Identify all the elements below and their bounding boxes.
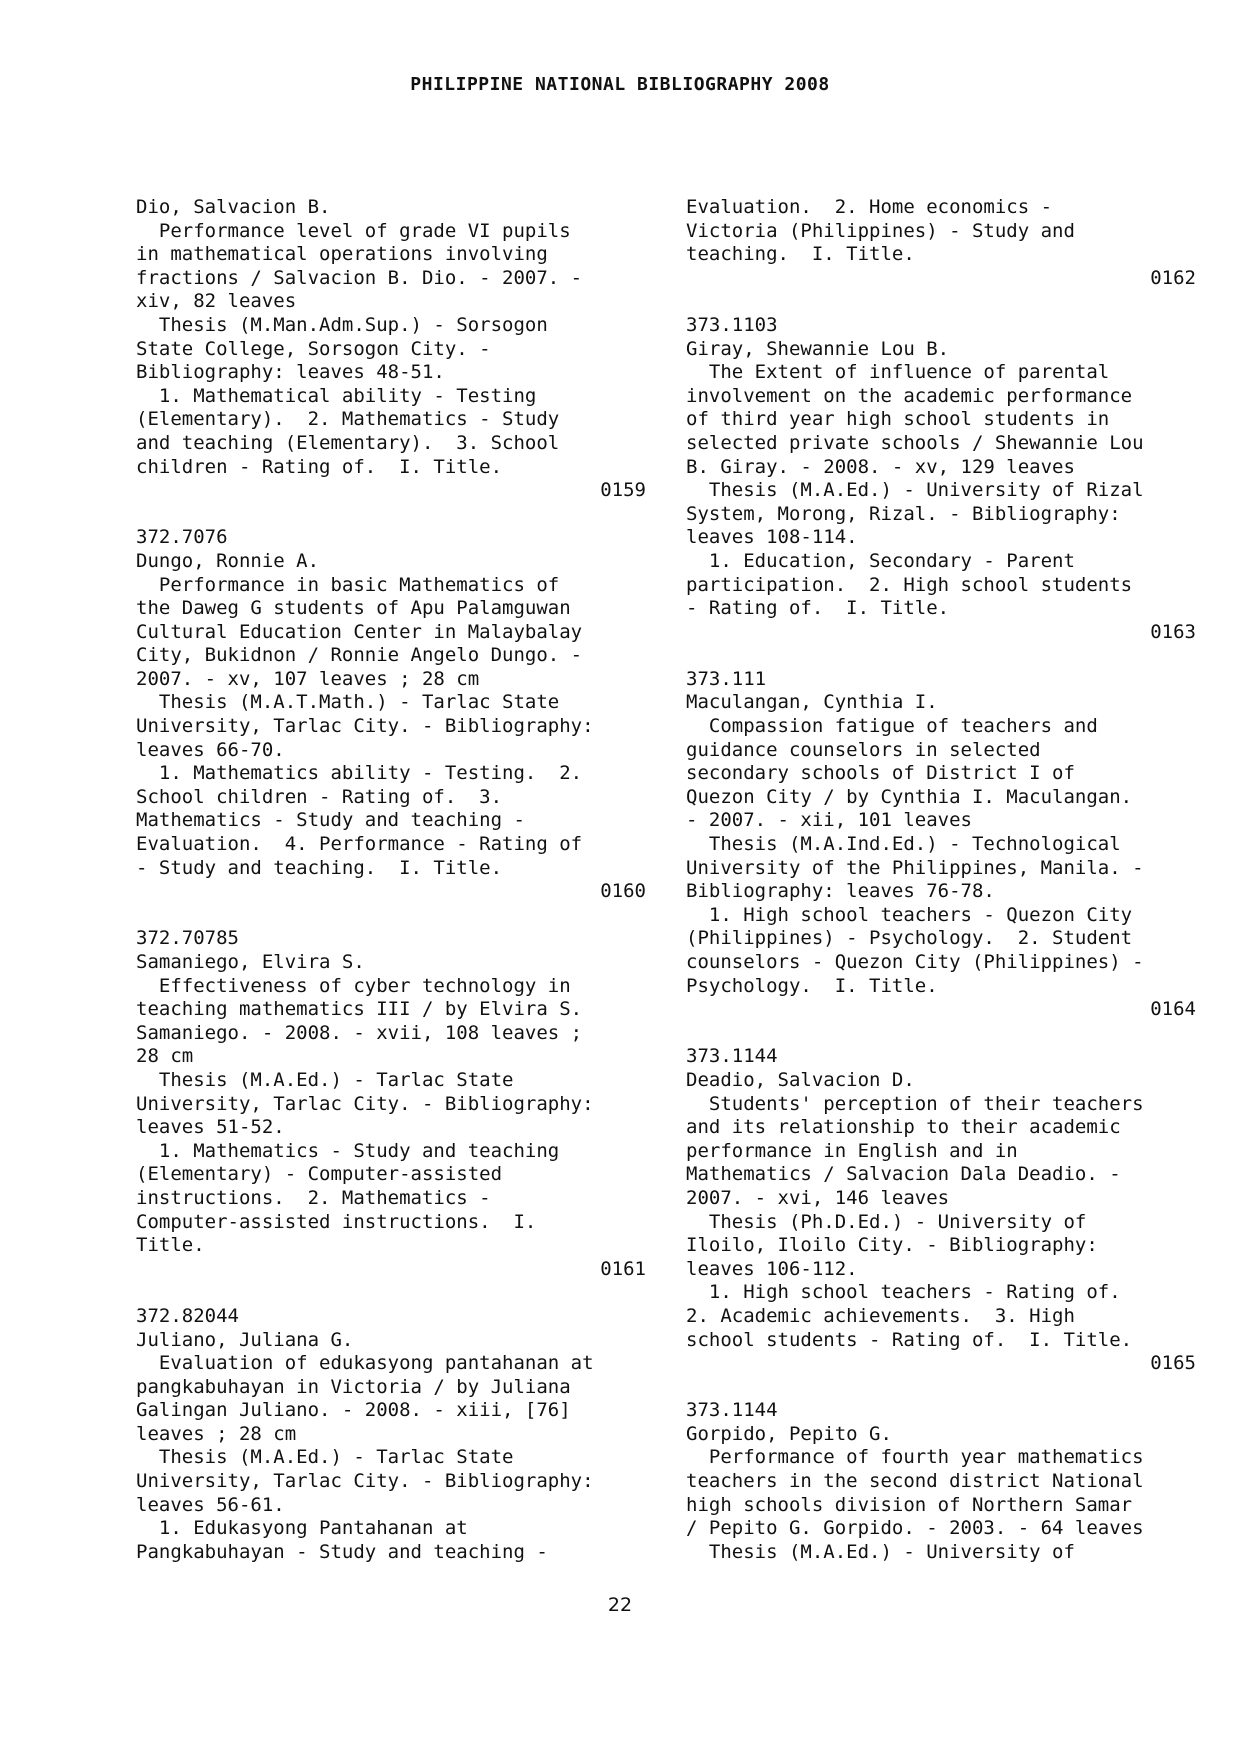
entry-line: selected private schools / Shewannie Lou (686, 431, 1144, 454)
entry-line: 2007. - xv, 107 leaves ; 28 cm (136, 667, 480, 690)
entry-line: Mathematics - Study and teaching - (136, 809, 525, 832)
entry-line: leaves 66-70. (136, 738, 285, 761)
entry-line: University, Tarlac City. - Bibliography: (136, 715, 594, 738)
entry-line: Evaluation of edukasyong pantahanan at (136, 1352, 594, 1375)
entry-line: leaves 56-61. (136, 1493, 285, 1516)
entry-line: 2. Academic achievements. 3. High (686, 1304, 1075, 1327)
bibliography-entry (136, 927, 646, 1281)
entry-line: Effectiveness of cyber technology in (136, 974, 571, 997)
entry-line: Victoria (Philippines) - Study and (686, 219, 1075, 242)
entry-line: Thesis (M.A.Ed.) - Tarlac State (136, 1446, 514, 1469)
entry-line: 1. Mathematics - Study and teaching (136, 1139, 560, 1162)
entry-line: high schools division of Northern Samar (686, 1493, 1133, 1516)
entry-line: Computer-assisted instructions. I. (136, 1210, 537, 1233)
entry-line: 2007. - xvi, 146 leaves (686, 1186, 950, 1209)
entry-number: 0161 (600, 1257, 646, 1280)
entry-gap (686, 644, 1196, 668)
entry-line: Juliano, Juliana G. (136, 1328, 354, 1351)
entry-line: Performance of fourth year mathematics (686, 1446, 1144, 1469)
entry-line: leaves 108-114. (686, 526, 858, 549)
entry-gap (686, 1022, 1196, 1046)
entry-line: instructions. 2. Mathematics - (136, 1186, 491, 1209)
entry-line: 1. High school teachers - Quezon City (686, 903, 1133, 926)
entry-line: State College, Sorsogon City. - (136, 337, 491, 360)
entry-line: Thesis (Ph.D.Ed.) - University of (686, 1210, 1087, 1233)
entry-line: teaching mathematics III / by Elvira S. (136, 998, 583, 1021)
entry-line: 373.1144 (686, 1399, 778, 1422)
entry-line: 28 cm (136, 1045, 194, 1068)
entry-line: Students' perception of their teachers (686, 1092, 1144, 1115)
entry-number: 0159 (600, 479, 646, 502)
entry-line: The Extent of influence of parental (686, 361, 1110, 384)
entry-line: Psychology. I. Title. (686, 974, 938, 997)
entry-line: teachers in the second district National (686, 1470, 1144, 1493)
entry-line: Dio, Salvacion B. (136, 196, 331, 218)
entry-line: City, Bukidnon / Ronnie Angelo Dungo. - (136, 644, 583, 667)
bibliography-entry (686, 196, 1196, 290)
entry-line: Samaniego. - 2008. - xvii, 108 leaves ; (136, 1021, 583, 1044)
entry-line: Thesis (M.A.T.Math.) - Tarlac State (136, 691, 560, 714)
entry-line: fractions / Salvacion B. Dio. - 2007. - (136, 266, 583, 289)
entry-line: of third year high school students in (686, 408, 1110, 431)
bibliography-entry (136, 196, 646, 503)
entry-line: Thesis (M.Man.Adm.Sup.) - Sorsogon (136, 313, 548, 336)
entry-line: 372.82044 (136, 1304, 239, 1327)
entry-line: performance in English and in (686, 1139, 1018, 1162)
entry-line: Gorpido, Pepito G. (686, 1422, 892, 1445)
entry-line: in mathematical operations involving (136, 243, 548, 266)
entry-line: Deadio, Salvacion D. (686, 1068, 915, 1091)
entry-gap (686, 290, 1196, 314)
entry-line: Quezon City / by Cynthia I. Maculangan. (686, 785, 1133, 808)
entry-number: 0164 (1150, 998, 1196, 1021)
entry-line: school students - Rating of. I. Title. (686, 1328, 1133, 1351)
entry-line: involvement on the academic performance (686, 384, 1133, 407)
entry-line: leaves ; 28 cm (136, 1422, 297, 1445)
entry-line: Thesis (M.A.Ed.) - University of (686, 1540, 1075, 1563)
page-header-title: PHILIPPINE NATIONAL BIBLIOGRAPHY 2008 (410, 74, 830, 95)
entry-line: Pangkabuhayan - Study and teaching - (136, 1540, 548, 1563)
entry-line: secondary schools of District I of (686, 762, 1075, 785)
entry-line: xiv, 82 leaves (136, 290, 297, 313)
entry-line: 373.111 (686, 667, 767, 690)
entry-line: 373.1144 (686, 1045, 778, 1068)
entry-line: 373.1103 (686, 313, 778, 336)
entry-line: 1. Edukasyong Pantahanan at (136, 1517, 468, 1540)
entry-line: - Rating of. I. Title. (686, 597, 950, 620)
entry-line: - Study and teaching. I. Title. (136, 856, 503, 879)
entry-line: Iloilo, Iloilo City. - Bibliography: (686, 1234, 1098, 1257)
entry-line: Maculangan, Cynthia I. (686, 691, 938, 714)
left-column (136, 196, 646, 1564)
entry-gap (686, 1376, 1196, 1400)
entry-line: Galingan Juliano. - 2008. - xiii, [76] (136, 1399, 571, 1422)
right-column (686, 196, 1196, 1564)
entry-number: 0163 (1150, 620, 1196, 643)
bibliography-entry (686, 1045, 1196, 1375)
entry-line: - 2007. - xii, 101 leaves (686, 809, 972, 832)
entry-line: Thesis (M.A.Ind.Ed.) - Technological (686, 833, 1121, 856)
entry-line: Mathematics / Salvacion Dala Deadio. - (686, 1163, 1121, 1186)
entry-line: the Daweg G students of Apu Palamguwan (136, 597, 571, 620)
page-number: 22 (607, 1594, 633, 1616)
entry-line: Evaluation. 4. Performance - Rating of (136, 833, 583, 856)
entry-line: (Philippines) - Psychology. 2. Student (686, 927, 1133, 950)
entry-line: Performance level of grade VI pupils (136, 219, 571, 242)
entry-line: 372.70785 (136, 927, 239, 950)
entry-line: Compassion fatigue of teachers and (686, 715, 1098, 738)
entry-line: (Elementary). 2. Mathematics - Study (136, 408, 560, 431)
entry-line: Performance in basic Mathematics of (136, 573, 560, 596)
entry-gap (136, 904, 646, 928)
entry-line: leaves 51-52. (136, 1116, 285, 1139)
bibliography-entry (136, 1305, 646, 1565)
entry-line: Thesis (M.A.Ed.) - University of Rizal (686, 479, 1144, 502)
entry-line: 1. Mathematics ability - Testing. 2. (136, 762, 583, 785)
entry-line: / Pepito G. Gorpido. - 2003. - 64 leaves (686, 1517, 1144, 1540)
entry-line: Cultural Education Center in Malaybalay (136, 620, 583, 643)
entry-line: guidance counselors in selected (686, 738, 1041, 761)
entry-line: counselors - Quezon City (Philippines) - (686, 951, 1144, 973)
entry-line: participation. 2. High school students (686, 573, 1133, 596)
entry-line: Samaniego, Elvira S. (136, 951, 365, 973)
entry-number: 0162 (1150, 266, 1196, 289)
bibliography-entry (686, 1399, 1196, 1564)
entry-line: System, Morong, Rizal. - Bibliography: (686, 502, 1121, 525)
entry-line: (Elementary) - Computer-assisted (136, 1163, 503, 1186)
entry-line: Dungo, Ronnie A. (136, 549, 320, 572)
entry-line: pangkabuhayan in Victoria / by Juliana (136, 1375, 571, 1398)
entry-line: Bibliography: leaves 76-78. (686, 880, 995, 903)
entry-number: 0160 (600, 880, 646, 903)
entry-line: University of the Philippines, Manila. - (686, 856, 1144, 879)
entry-line: Title. (136, 1234, 205, 1257)
bibliography-entry (136, 526, 646, 904)
entry-line: Giray, Shewannie Lou B. (686, 337, 950, 360)
entry-line: children - Rating of. I. Title. (136, 455, 503, 478)
entry-gap (136, 1281, 646, 1305)
bibliography-entry (686, 314, 1196, 644)
entry-line: teaching. I. Title. (686, 243, 915, 266)
entry-line: B. Giray. - 2008. - xv, 129 leaves (686, 455, 1075, 478)
entry-number: 0165 (1150, 1352, 1196, 1375)
entry-line: 372.7076 (136, 526, 228, 549)
entry-line: and its relationship to their academic (686, 1116, 1121, 1139)
entry-line: and teaching (Elementary). 3. School (136, 431, 560, 454)
entry-line: leaves 106-112. (686, 1257, 858, 1280)
entry-line: University, Tarlac City. - Bibliography: (136, 1470, 594, 1493)
entry-gap (136, 503, 646, 527)
entry-line: Thesis (M.A.Ed.) - Tarlac State (136, 1068, 514, 1091)
bibliography-entry (686, 668, 1196, 1022)
entry-line: Bibliography: leaves 48-51. (136, 361, 445, 384)
entry-line: 1. High school teachers - Rating of. (686, 1281, 1121, 1304)
entry-line: School children - Rating of. 3. (136, 785, 503, 808)
entry-line: 1. Mathematical ability - Testing (136, 384, 537, 407)
entry-line: University, Tarlac City. - Bibliography: (136, 1092, 594, 1115)
entry-line: Evaluation. 2. Home economics - (686, 196, 1053, 218)
entry-line: 1. Education, Secondary - Parent (686, 549, 1075, 572)
